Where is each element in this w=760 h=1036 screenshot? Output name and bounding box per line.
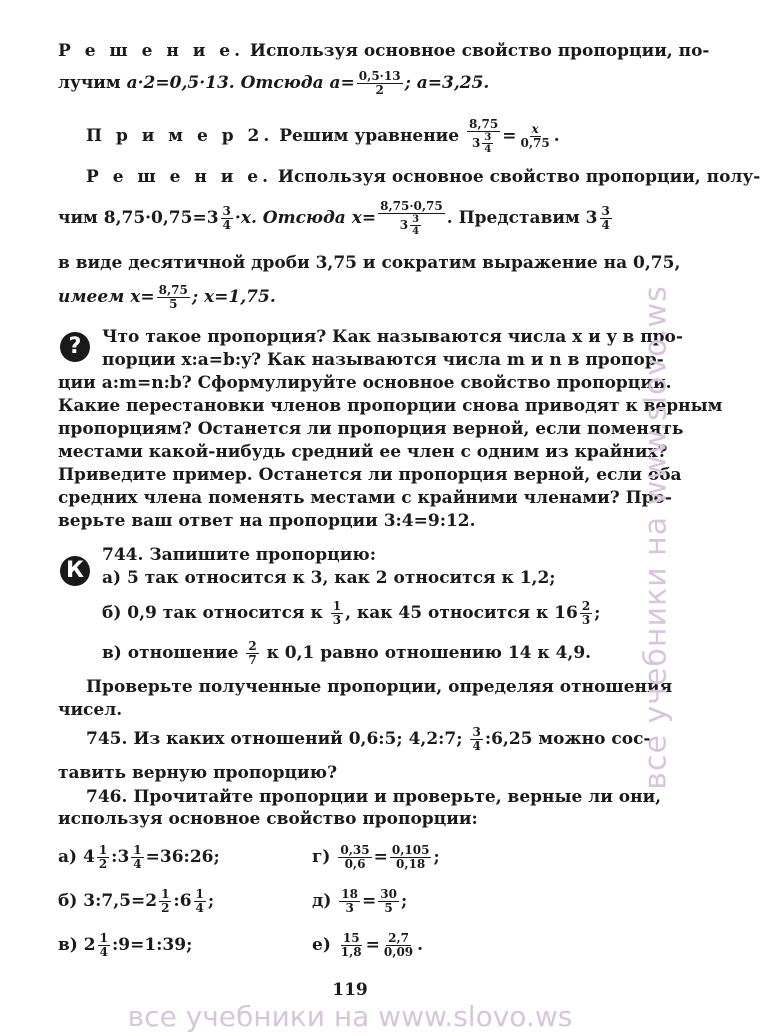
task-744-check: Проверьте полученные пропорции, определяя отношения xyxy=(86,677,673,697)
page-number: 119 xyxy=(332,980,368,1000)
task-744-b: б) 0,9 так относится к $\frac{1}{3}$ , как 45 относится к 16 $\frac{2}{3}$ ; xyxy=(102,599,601,627)
solution-2-line-3: в виде десятичной дроби 3,75 и сократим выражение на 0,75, xyxy=(58,253,681,273)
solution-2-line-4: имеем x= $\frac{8,75}{5}$ ; x=1,75. xyxy=(58,283,276,311)
question-line: пропорциям? Останется ли пропорция верной, если поменять xyxy=(58,419,684,439)
task-746-a: а) 4 $\frac{1}{2}$ :3 $\frac{1}{4}$ =36:26; xyxy=(58,843,220,871)
task-746-g: г) $\frac{0,35}{0,6}$ = $\frac{0,105}{0,18}$ ; xyxy=(312,843,440,871)
solution-2-line-2: чим 8,75·0,75=3 $\frac{3}{4}$ ·x. Отсюда x= 8,75·0,75 3 $\frac{3}{4}$ . Представим 3 $\frac{3}{4}$ xyxy=(58,199,610,237)
fraction: $\frac{0,5\cdot 13}{2}$ xyxy=(358,69,401,97)
task-746-e: е) $\frac{15}{1,8}$ = $\frac{2,7}{0,09}$ . xyxy=(312,931,424,959)
control-task-icon: К xyxy=(60,556,90,586)
watermark-vertical: все учебники на www.slovo.ws xyxy=(638,285,674,790)
question-line: ции a:m=n:b? Сформулируйте основное свойство пропорции. xyxy=(58,373,672,393)
question-line: Какие перестановки членов пропорции снова приводят к верным xyxy=(58,396,723,416)
example-2: П р и м е р 2. Решим уравнение 8,75 3 $\frac{3}{4}$ = $\frac{x}{0,75}$ . xyxy=(86,117,560,155)
task-745-line-2: тавить верную пропорцию? xyxy=(58,763,338,783)
solution-1-line-1: Р е ш е н и е. Используя основное свойство пропорции, по- xyxy=(58,41,710,61)
task-746-line-1: 746. Прочитайте пропорции и проверьте, верные ли они, xyxy=(86,787,662,807)
question-line: Что такое пропорция? Как называются числа x и y в про- xyxy=(102,327,683,347)
question-line: порции x:a=b:y? Как называются числа m и n в пропор- xyxy=(102,350,664,370)
task-745-line-1: 745. Из каких отношений 0,6:5; 4,2:7; $\frac{3}{4}$ :6,25 можно сос- xyxy=(86,725,651,753)
watermark-bottom: все учебники на www.slovo.ws xyxy=(127,1000,573,1033)
task-746-line-2: используя основное свойство пропорции: xyxy=(58,809,478,829)
question-line: Приведите пример. Останется ли пропорция верной, если оба xyxy=(58,465,682,485)
task-744-check-2: чисел. xyxy=(58,700,123,720)
solution-1-line-2: лучим a·2=0,5·13. Отсюда a= $\frac{0,5\cdot 13}{2}$ ; a=3,25. xyxy=(58,69,490,97)
question-line: средних члена поменять местами с крайними членами? Про- xyxy=(58,488,672,508)
task-746-d: д) $\frac{18}{3}$ = $\frac{30}{5}$ ; xyxy=(312,887,408,915)
task-744-c: в) отношение $\frac{2}{7}$ к 0,1 равно отношению 14 к 4,9. xyxy=(102,639,592,667)
solution-2-line-1: Р е ш е н и е. Используя основное свойство пропорции, полу- xyxy=(86,167,760,187)
task-746-b: б) 3:7,5=2 $\frac{1}{2}$ :6 $\frac{1}{4}$ ; xyxy=(58,887,215,915)
question-icon: ? xyxy=(60,332,90,362)
task-744-title: 744. Запишите пропорцию: xyxy=(102,545,377,565)
task-746-v: в) 2 $\frac{1}{4}$ :9=1:39; xyxy=(58,931,193,959)
task-744-a: а) 5 так относится к 3, как 2 относится к 1,2; xyxy=(102,568,556,588)
question-line: верьте ваш ответ на пропорции 3:4=9:12. xyxy=(58,511,476,531)
question-line: местами какой-нибудь средний ее член с одним из крайних? xyxy=(58,442,668,462)
